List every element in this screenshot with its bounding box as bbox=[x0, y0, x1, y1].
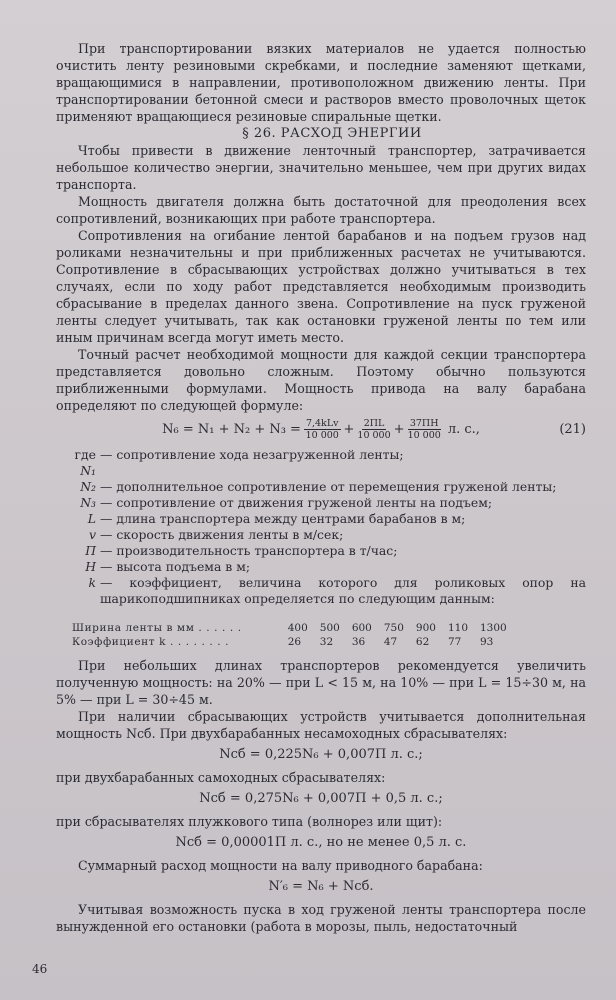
page-number: 46 bbox=[32, 962, 48, 976]
table-cell: 32 bbox=[319, 636, 334, 648]
definition-row bbox=[56, 527, 586, 543]
paragraph-9: Суммарный расход мощности на валу приводного барабана: bbox=[78, 858, 483, 873]
coefficient-table bbox=[66, 621, 513, 649]
table-row bbox=[66, 621, 513, 635]
fraction-1 bbox=[304, 418, 341, 441]
table-row-label: Коэффициент k . . . . . . . . bbox=[72, 636, 230, 648]
table-cell: 26 bbox=[287, 636, 302, 648]
definition-symbol: N₂ bbox=[80, 479, 96, 494]
definitions-list bbox=[56, 447, 586, 607]
paragraph-4: Точный расчет необходимой мощности для каждой секции транспортера представляется довольно сложным. Поэтому обычно пользуются приближенными формулами. Мощность привода на валу барабана определяют по следующей формуле: bbox=[56, 347, 586, 413]
section-heading: § 26. РАСХОД ЭНЕРГИИ bbox=[242, 126, 422, 141]
formula-unit: л. с., bbox=[447, 422, 480, 437]
formula-sb1: Nсб = 0,225N₆ + 0,007П л. с.; bbox=[219, 747, 423, 762]
table-cell: 400 bbox=[287, 622, 308, 634]
formula-sb2: Nсб = 0,275N₆ + 0,007П + 0,5 л. с.; bbox=[199, 791, 443, 806]
table-row-label: Ширина ленты в мм . . . . . . bbox=[72, 622, 242, 634]
where-label: где N₁ bbox=[74, 447, 96, 478]
formula-sb3: Nсб = 0,00001П л. с., но не менее 0,5 л. с. bbox=[175, 835, 467, 850]
paragraph-10: Учитывая возможность пуска в ход груженой ленты транспортера после вынужденной его остановки (работа в морозы, пыль, недостаточный bbox=[56, 902, 586, 934]
table-cell: 77 bbox=[447, 636, 462, 648]
fraction-2-denominator: 10 000 bbox=[357, 430, 391, 441]
paragraph-3: Сопротивления на огибание лентой барабанов и на подъем грузов над роликами незначительны и при приближенных расчетах не учитываются. Сопротивление в сбрасывающих устройствах должно учитываться в тех случаях, если по ходу работ представляется необходимым производить сбрасывание в пределах данного звена. Сопротивление на пуск груженой ленты следует учитывать, так как остановки груженой ленты по тем или иным причинам всегда могут иметь место. bbox=[56, 228, 586, 345]
paragraph-1: Чтобы привести в движение ленточный транспортер, затрачивается небольшое количество энергии, значительно меньшее, чем при других видах транспорта. bbox=[56, 143, 586, 192]
page-text bbox=[56, 40, 586, 935]
table-cell: 1300 bbox=[480, 622, 507, 634]
definition-symbol: v bbox=[89, 527, 96, 542]
intro-paragraph: При транспортировании вязких материалов не удается полностью очистить ленту резиновыми скребками, и последние заменяют щетками, вращающимися в направлении, противоположном движению ленты. При транспортировании бетонной смеси и растворов вместо проволочных щеток применяют вращающиеся резиновые спиральные щетки. bbox=[56, 41, 586, 124]
definition-desc: — высота подъема в м; bbox=[100, 559, 251, 574]
table-cell: 36 bbox=[351, 636, 366, 648]
fraction-3 bbox=[408, 418, 441, 441]
definition-row bbox=[56, 511, 586, 527]
table-cell: 750 bbox=[383, 622, 404, 634]
table-cell: 500 bbox=[319, 622, 340, 634]
definition-desc: — дополнительное сопротивление от перемещения груженой ленты; bbox=[100, 479, 557, 494]
table-cell: 62 bbox=[415, 636, 430, 648]
definition-symbol: П bbox=[85, 543, 96, 558]
fraction-1-denominator: 10 000 bbox=[305, 430, 339, 441]
definition-row bbox=[56, 543, 586, 559]
paragraph-8: при сбрасывателях плужкового типа (волнорез или щит): bbox=[56, 814, 443, 829]
fraction-3-numerator: 37ПН bbox=[409, 418, 439, 429]
paragraph-5: При небольших длинах транспортеров рекомендуется увеличить полученную мощность: на 20% — при L < 15 м, на 10% — при L = 15÷30 м, на 5% — при L = 30÷45 м. bbox=[56, 658, 586, 707]
paragraph-2: Мощность двигателя должна быть достаточной для преодоления всех сопротивлений, возникающих при работе транспортера. bbox=[56, 194, 586, 226]
formula-total: N′₆ = N₆ + Nсб. bbox=[268, 879, 374, 894]
definition-row bbox=[56, 447, 586, 479]
definition-row bbox=[56, 559, 586, 575]
fraction-2-numerator: 2ПL bbox=[363, 418, 385, 429]
definition-symbol: L bbox=[87, 511, 96, 526]
formula-21: N₆ = N₁ + N₂ + N₃ = $\frac{\text{7,4kLv}}{10 000}$ + $\frac{2ПL}{10 000}$ + $\frac{37ПН}{10 000}$ л. с., (21) bbox=[162, 418, 586, 441]
table-cell: 93 bbox=[480, 636, 494, 648]
paragraph-6: При наличии сбрасывающих устройств учитывается дополнительная мощность Nсб. При двухбарабанных несамоходных сбрасывателях: bbox=[56, 709, 586, 741]
definition-desc: — коэффициент, величина которого для роликовых опор на шарикоподшипниках определяется по следующим данным: bbox=[100, 575, 586, 606]
fraction-1-numerator: 7,4kLv bbox=[305, 418, 339, 429]
table-row bbox=[66, 635, 513, 649]
fraction-3-denominator: 10 000 bbox=[407, 430, 441, 441]
definition-desc: — скорость движения ленты в м/сек; bbox=[100, 527, 344, 542]
table-cell: 600 bbox=[351, 622, 372, 634]
table-cell: 900 bbox=[415, 622, 436, 634]
definition-symbol: N₃ bbox=[80, 495, 96, 510]
table-cell: 110 bbox=[447, 622, 468, 634]
definition-desc: — сопротивление хода незагруженной ленты; bbox=[100, 447, 404, 462]
definition-symbol: k bbox=[88, 575, 96, 590]
definition-desc: — производительность транспортера в т/час; bbox=[100, 543, 398, 558]
definition-row bbox=[56, 479, 586, 495]
fraction-2 bbox=[357, 418, 390, 441]
definition-symbol: Н bbox=[85, 559, 96, 574]
paragraph-7: при двухбарабанных самоходных сбрасывателях: bbox=[56, 770, 386, 785]
formula-lhs: N₆ = N₁ + N₂ + N₃ = bbox=[162, 422, 301, 437]
definition-row bbox=[56, 575, 586, 607]
definition-row bbox=[56, 495, 586, 511]
formula-number: (21) bbox=[559, 422, 586, 437]
definition-desc: — длина транспортера между центрами барабанов в м; bbox=[100, 511, 466, 526]
table-cell: 47 bbox=[383, 636, 398, 648]
definition-desc: — сопротивление от движения груженой ленты на подъем; bbox=[100, 495, 493, 510]
